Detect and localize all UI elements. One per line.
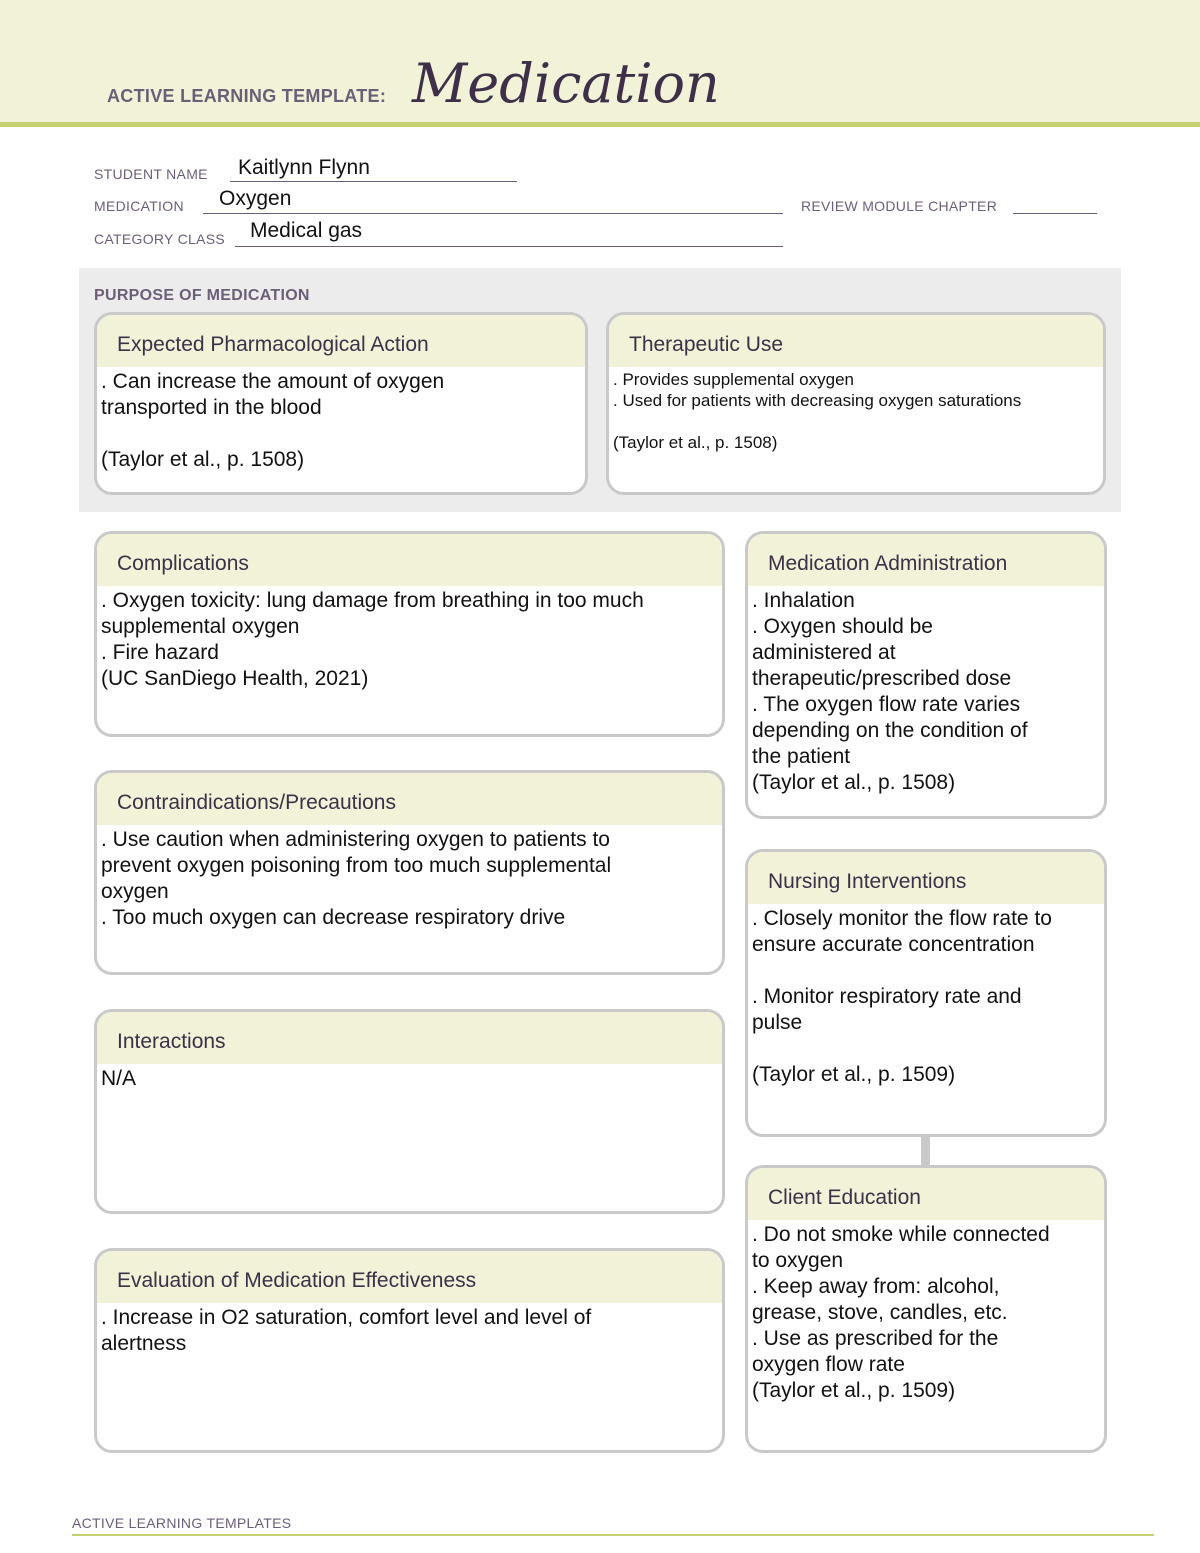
administration-box (745, 531, 1107, 819)
header-divider (0, 122, 1200, 127)
therapeutic-use-title: Therapeutic Use (609, 315, 1103, 367)
student-name-line (230, 181, 517, 182)
template-title: Medication (412, 52, 720, 115)
category-class-value[interactable]: Medical gas (250, 219, 363, 242)
category-class-line (235, 246, 783, 247)
nursing-interventions-body[interactable]: . Closely monitor the flow rate to ensure accurate concentration . Monitor respiratory rate and pulse (Taylor et al., p. 1509) (752, 907, 1052, 1086)
interactions-body[interactable]: N/A (101, 1067, 137, 1090)
evaluation-body[interactable]: . Increase in O2 saturation, comfort level and level of alertness (101, 1306, 592, 1355)
contraindications-body[interactable]: . Use caution when administering oxygen to patients to prevent oxygen poisoning from too much supplemental oxygen . Too much oxygen can decrease respiratory drive (101, 828, 612, 929)
complications-box (94, 531, 725, 737)
administration-body[interactable]: . Inhalation . Oxygen should be administered at therapeutic/prescribed dose . The oxygen flow rate varies depending on the condition of the patient (Taylor et al., p. 1508) (752, 589, 1028, 794)
contraindications-box (94, 770, 725, 975)
administration-title: Medication Administration (748, 534, 1104, 586)
footer-label: ACTIVE LEARNING TEMPLATES (72, 1515, 292, 1531)
medication-line (203, 213, 783, 214)
client-education-box (745, 1165, 1107, 1453)
complications-title: Complications (97, 534, 722, 586)
complications-body[interactable]: . Oxygen toxicity: lung damage from breathing in too much supplemental oxygen . Fire hazard (UC SanDiego Health, 2021) (101, 589, 644, 690)
purpose-title: PURPOSE OF MEDICATION (94, 287, 310, 304)
client-education-title: Client Education (748, 1168, 1104, 1220)
template-label: ACTIVE LEARNING TEMPLATE: (107, 86, 387, 106)
expected-action-box (94, 312, 588, 495)
review-module-line[interactable] (1013, 213, 1097, 214)
review-module-label: REVIEW MODULE CHAPTER (801, 198, 998, 214)
evaluation-box (94, 1248, 725, 1453)
evaluation-title: Evaluation of Medication Effectiveness (97, 1251, 722, 1303)
student-name-label: STUDENT NAME (94, 166, 208, 182)
therapeutic-use-box (606, 312, 1106, 495)
medication-value[interactable]: Oxygen (219, 187, 292, 210)
interactions-box (94, 1009, 725, 1214)
therapeutic-use-body[interactable]: . Provides supplemental oxygen . Used for patients with decreasing oxygen saturations (Taylor et al., p. 1508) (613, 370, 1022, 452)
nursing-interventions-box (745, 849, 1107, 1137)
footer-rule (72, 1534, 1154, 1536)
interactions-title: Interactions (97, 1012, 722, 1064)
contraindications-title: Contraindications/Precautions (97, 773, 722, 825)
medication-label: MEDICATION (94, 198, 184, 214)
client-education-body[interactable]: . Do not smoke while connected to oxygen . Keep away from: alcohol, grease, stove, candles, etc. . Use as prescribed for the oxygen flow rate (Taylor et al., p. 1509) (752, 1223, 1050, 1402)
expected-action-body[interactable]: . Can increase the amount of oxygen transported in the blood (Taylor et al., p. 1508) (101, 370, 445, 471)
box-connector (921, 1136, 930, 1166)
expected-action-title: Expected Pharmacological Action (97, 315, 585, 367)
category-class-label: CATEGORY CLASS (94, 231, 226, 247)
student-name-value[interactable]: Kaitlynn Flynn (238, 156, 370, 179)
nursing-interventions-title: Nursing Interventions (748, 852, 1104, 904)
